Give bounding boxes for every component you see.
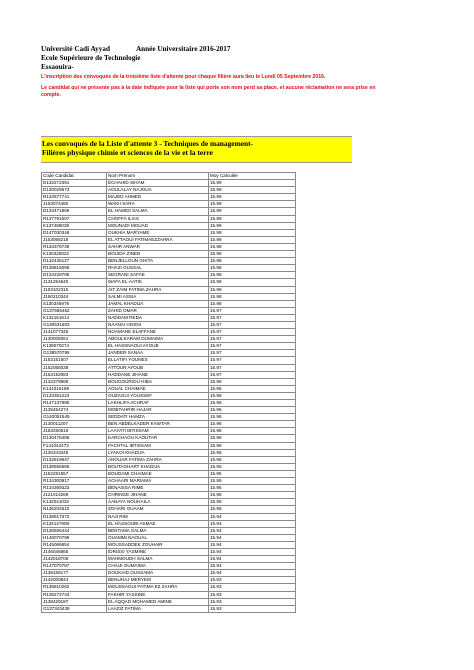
school-name: Ecole Supérieure de Technologie [41, 54, 141, 62]
cell-code: K142041032 [42, 499, 107, 506]
cell-name: BENJELLOUN GHITA [107, 258, 209, 265]
cell-code: D136555444 [42, 527, 107, 534]
cell-code: J153152083 [42, 371, 107, 378]
cell-average: 15.96 [209, 378, 296, 385]
cell-average: 15.98 [209, 293, 296, 300]
cell-code: J142018706 [42, 556, 107, 563]
cell-code: J131254640 [42, 279, 107, 286]
cell-average: 15.96 [209, 442, 296, 449]
banner-line-1: Les convoqués de la Liste d'attente 3 - Techniques de management- [42, 139, 254, 148]
cell-name: ATTOUR AYOUB [107, 364, 209, 371]
table-row [42, 485, 296, 492]
cell-code: D130478486 [42, 435, 107, 442]
cell-name: NAJI RIM [107, 513, 209, 520]
cell-code: D138917372 [42, 513, 107, 520]
cell-average: 15.95 [209, 485, 296, 492]
cell-code: J130011207 [42, 421, 107, 428]
cell-code: J130005061 [42, 336, 107, 343]
table-row [42, 556, 296, 563]
table-row [42, 201, 296, 208]
cell-code: J146046865 [42, 548, 107, 555]
cell-name: MOBTAHRIR HAJAR [107, 407, 209, 414]
cell-name: BOUTAGHART KHADIJA [107, 463, 209, 470]
cell-average: 15.97 [209, 307, 296, 314]
academic-year: Année Universitaire 2016-2017 [135, 45, 231, 53]
table-row [42, 215, 296, 222]
cell-average: 15.98 [209, 279, 296, 286]
cell-average: 15.98 [209, 243, 296, 250]
table-row [42, 506, 296, 513]
cell-code: J152281557 [42, 470, 107, 477]
cell-average: 15.99 [209, 222, 296, 229]
cell-name: SALMI ASSIA [107, 293, 209, 300]
cell-code: R134577741 [42, 194, 107, 201]
cell-name: MAJED AHMED [107, 194, 209, 201]
cell-code: D134228785 [42, 272, 107, 279]
table-row [42, 442, 296, 449]
cell-code: G137555462 [42, 307, 107, 314]
table-row [42, 378, 296, 385]
cell-code: D147030346 [42, 229, 107, 236]
cell-average: 15.97 [209, 357, 296, 364]
cell-average: 15.99 [209, 201, 296, 208]
table-row [42, 272, 296, 279]
cell-average: 15.95 [209, 470, 296, 477]
header-average: Moy Calculée [209, 173, 296, 180]
cell-average: 15.93 [209, 605, 296, 612]
cell-name: NAANAI HOSNI [107, 321, 209, 328]
cell-average: 15.96 [209, 400, 296, 407]
cell-code: J138158177 [42, 570, 107, 577]
table-row [42, 279, 296, 286]
cell-name: ACHAARI MARIAMA [107, 478, 209, 485]
cell-average: 15.95 [209, 478, 296, 485]
cell-code: J130343345 [42, 449, 107, 456]
cell-code: K139070274 [42, 343, 107, 350]
cell-code: D132435127 [42, 258, 107, 265]
table-row [42, 187, 296, 194]
cell-name: LAAYATI IBTISSAM [107, 428, 209, 435]
table-row [42, 591, 296, 598]
cell-code: D132519647 [42, 456, 107, 463]
table-row [42, 251, 296, 258]
table-row [42, 463, 296, 470]
table-row [42, 286, 296, 293]
table-row [42, 208, 296, 215]
table-row [42, 435, 296, 442]
cell-code: J141077345 [42, 329, 107, 336]
cell-name: HADDANE JIHANE [107, 371, 209, 378]
cell-name: BENAISSA RIME [107, 485, 209, 492]
table-row [42, 570, 296, 577]
cell-code: R139272733 [42, 591, 107, 598]
table-row [42, 605, 296, 612]
cell-average: 15.95 [209, 499, 296, 506]
cell-name: ELLATIFI YOUNES [107, 357, 209, 364]
cell-code: J152055038 [42, 364, 107, 371]
cell-code: D138556686 [42, 463, 107, 470]
cell-name: AOUAL CHAIMAE [107, 385, 209, 392]
cell-average: 15.93 [209, 591, 296, 598]
table-row [42, 222, 296, 229]
cell-code: J150210344 [42, 293, 107, 300]
cell-average: 15.99 [209, 215, 296, 222]
cell-average: 15.96 [209, 421, 296, 428]
cell-name: AIT ZAIM FATIMA ZAHRA [107, 286, 209, 293]
cell-average: 15.94 [209, 556, 296, 563]
cell-average: 15.97 [209, 343, 296, 350]
cell-code: J153151507 [42, 357, 107, 364]
header-line-1 [41, 45, 441, 54]
cell-code: H146070796 [42, 534, 107, 541]
table-row [42, 527, 296, 534]
cell-average: 15.93 [209, 598, 296, 605]
cell-average: 15.95 [209, 449, 296, 456]
notice-line-1: L'inscription des convoqués de la troisième liste d'attente pour chaque filière aura lieu le Lundi 05 Septembre 2016. [41, 74, 326, 80]
cell-code: R134300917 [42, 478, 107, 485]
cell-name: JANDER SANAA [107, 350, 209, 357]
table-row [42, 534, 296, 541]
cell-average: 15.98 [209, 258, 296, 265]
cell-average: 15.98 [209, 265, 296, 272]
table-row [42, 307, 296, 314]
cell-name: BOUIDA ZINEB [107, 251, 209, 258]
cell-average: 15.97 [209, 321, 296, 328]
cell-code: R145066854 [42, 541, 107, 548]
table-row [42, 350, 296, 357]
table-row [42, 229, 296, 236]
table-row [42, 392, 296, 399]
cell-name: FACHTAL IBTISSAM [107, 442, 209, 449]
cell-average: 15.96 [209, 385, 296, 392]
cell-name: BOUGOURIOU HIBA [107, 378, 209, 385]
cell-name: DOUKAID OUSSAMA [107, 570, 209, 577]
cell-name: EL HAMIDI SALMA [107, 208, 209, 215]
cell-code: K137488039 [42, 222, 107, 229]
cell-average: 15.98 [209, 272, 296, 279]
table-row [42, 300, 296, 307]
table-row [42, 577, 296, 584]
cell-name: MOUNADI MOUAD [107, 222, 209, 229]
cell-name: SEGRANI SAFAE [107, 272, 209, 279]
cell-name: ZAHID OMAR [107, 307, 209, 314]
table-row [42, 236, 296, 243]
cell-average: 15.99 [209, 187, 296, 194]
cell-code: J153066218 [42, 236, 107, 243]
cell-code: G130531603 [42, 321, 107, 328]
table-row [42, 520, 296, 527]
cell-average: 15.97 [209, 336, 296, 343]
table-row [42, 371, 296, 378]
cell-name: RHAZI OUSSAL [107, 265, 209, 272]
cell-average: 15.97 [209, 314, 296, 321]
cell-average: 15.95 [209, 463, 296, 470]
cell-code: R134369323 [42, 485, 107, 492]
document-header [41, 45, 441, 72]
table-row [42, 180, 296, 187]
table-row [42, 400, 296, 407]
table-body [42, 180, 296, 613]
cell-average: 15.98 [209, 251, 296, 258]
cell-name: EL HASSOUBI ASMAE [107, 520, 209, 527]
cell-name: OUKHIA MARYAME [107, 229, 209, 236]
cell-code: D133351223 [42, 392, 107, 399]
cell-average: 15.96 [209, 392, 296, 399]
cell-code: D132272391 [42, 180, 107, 187]
table-row [42, 548, 296, 555]
table-row [42, 414, 296, 421]
cell-average: 15.94 [209, 534, 296, 541]
cell-average: 15.96 [209, 428, 296, 435]
cell-code: J142000844 [42, 577, 107, 584]
cell-name: EL ATTAOUI FATIMAEZZAHRA [107, 236, 209, 243]
cell-name: BEN ABDELKADER KAWTAR [107, 421, 209, 428]
table-row [42, 499, 296, 506]
table-row [42, 293, 296, 300]
cell-name: IDRISSI YASMINE [107, 548, 209, 555]
table-row [42, 243, 296, 250]
table-row [42, 563, 296, 570]
table-row [42, 421, 296, 428]
table-row [42, 385, 296, 392]
table-header-row [42, 173, 296, 180]
cell-average: 15.94 [209, 563, 296, 570]
table-row [42, 357, 296, 364]
cell-code: D134471869 [42, 208, 107, 215]
table-row [42, 598, 296, 605]
cell-name: BENUHAJ MERYEM [107, 577, 209, 584]
cell-name: OUZAGUI YOUSSEF [107, 392, 209, 399]
cell-code: D130029673 [42, 187, 107, 194]
cell-average: 15.94 [209, 570, 296, 577]
cell-name: MOUSSAOUI FATIMA EZ ZAHRA [107, 584, 209, 591]
cell-average: 15.97 [209, 371, 296, 378]
cell-name: LAKHLIFA ACHRAF [107, 400, 209, 407]
table-row [42, 478, 296, 485]
cell-average: 15.97 [209, 329, 296, 336]
cell-name: ECHAHID SIHAM [107, 180, 209, 187]
cell-code: G138570795 [42, 350, 107, 357]
cell-average: 15.97 [209, 350, 296, 357]
table-row [42, 364, 296, 371]
cell-name: SAHIR ANWAR [107, 243, 209, 250]
cell-name: BOUDAMI CHAIMAE [107, 470, 209, 477]
cell-code: J138429187 [42, 598, 107, 605]
cell-average: 15.93 [209, 577, 296, 584]
table-row [42, 265, 296, 272]
cell-name: BENTAMA SALMA [107, 527, 209, 534]
cell-name: CHAIJI OUMAIMA [107, 563, 209, 570]
cell-name: OUAMMI NAOUAL [107, 534, 209, 541]
table-row [42, 541, 296, 548]
cell-name: JAMAL KHADIJA [107, 300, 209, 307]
cell-code: J153074480 [42, 201, 107, 208]
banner-line-2: Filières physique chimie et sciences de la vie et la terre [42, 148, 213, 157]
cell-average: 15.94 [209, 520, 296, 527]
table-row [42, 492, 296, 499]
cell-name: NOAMANE ELAFFANE [107, 329, 209, 336]
cell-code: R137791507 [42, 215, 107, 222]
cell-average: 15.96 [209, 414, 296, 421]
cell-code: J153250616 [42, 428, 107, 435]
cell-average: 15.99 [209, 194, 296, 201]
cell-average: 15.95 [209, 492, 296, 499]
cell-average: 15.98 [209, 286, 296, 293]
table-row [42, 194, 296, 201]
table-row [42, 321, 296, 328]
cell-code: K134147808 [42, 520, 107, 527]
cell-code: S130346978 [42, 300, 107, 307]
cell-average: 15.95 [209, 456, 296, 463]
cell-average: 15.96 [209, 435, 296, 442]
cell-code: J132379988 [42, 378, 107, 385]
cell-code: R139810262 [42, 584, 107, 591]
cell-average: 15.94 [209, 527, 296, 534]
table-row [42, 258, 296, 265]
city-name: Essaouira- [41, 63, 74, 71]
cell-code: R147137990 [42, 400, 107, 407]
cell-name: CHRINGE JIHANE [107, 492, 209, 499]
table-row [42, 428, 296, 435]
cell-name: MAHMOUDH SALMA [107, 556, 209, 563]
cell-name: AANAYA NOUHAILA [107, 499, 209, 506]
cell-name: LYAKOI KHADIJA [107, 449, 209, 456]
cell-average: 15.97 [209, 364, 296, 371]
cell-name: AOULALAY NAJOUA [107, 187, 209, 194]
cell-code: K130325022 [42, 251, 107, 258]
cell-name: CHOFFA ILIAS [107, 215, 209, 222]
cell-average: 15.99 [209, 236, 296, 243]
cell-average: 15.99 [209, 180, 296, 187]
cell-average: 15.99 [209, 229, 296, 236]
cell-code: R147070787 [42, 563, 107, 570]
cell-code: J121014269 [42, 492, 107, 499]
cell-name: NADDAM REDA [107, 314, 209, 321]
table-row [42, 470, 296, 477]
cell-code: G137343438 [42, 605, 107, 612]
registration-notice [41, 74, 381, 103]
cell-name: WAFA EL-AATIK [107, 279, 209, 286]
table-row [42, 329, 296, 336]
cell-code: K141015189 [42, 385, 107, 392]
cell-average: 15.94 [209, 541, 296, 548]
cell-average: 15.94 [209, 513, 296, 520]
cell-average: 15.95 [209, 506, 296, 513]
cell-code: F141042473 [42, 442, 107, 449]
notice-line-2: Le candidat qui ne présente pas à la date indiquée pour la liste qui porte son nom perd sa place, et aucune réclamation ne sera prise en compte. [41, 85, 376, 98]
table-row [42, 513, 296, 520]
cell-code: K132151614 [42, 314, 107, 321]
table-row [42, 336, 296, 343]
table-row [42, 407, 296, 414]
cell-code: J153102315 [42, 286, 107, 293]
cell-code: J135454274 [42, 407, 107, 414]
list-title-banner [41, 136, 352, 163]
cell-name: FAKHIR YASSINE [107, 591, 209, 598]
table-row [42, 584, 296, 591]
cell-average: 15.98 [209, 300, 296, 307]
cell-average: 15.96 [209, 407, 296, 414]
cell-name: WAKII SARA [107, 201, 209, 208]
cell-name: LAAZIZ FATIMA [107, 605, 209, 612]
candidates-table [41, 172, 296, 613]
table-row [42, 314, 296, 321]
table-row [42, 343, 296, 350]
cell-name: EL HASSNAOUI AYOUB [107, 343, 209, 350]
cell-name: ABOULKARAM OUMAIMA [107, 336, 209, 343]
cell-code: R138816095 [42, 265, 107, 272]
cell-name: ANOUAR FATIMA ZAHRA [107, 456, 209, 463]
cell-name: KARCHAOU KAOUTAR [107, 435, 209, 442]
university-name: Université Cadi Ayyad [41, 45, 110, 53]
cell-average: 15.99 [209, 208, 296, 215]
cell-name: ZGHARI OUAAM [107, 506, 209, 513]
header-name: Nom Prénom [107, 173, 209, 180]
header-code: Code Candidat [42, 173, 107, 180]
cell-average: 15.94 [209, 548, 296, 555]
cell-code: R134376739 [42, 243, 107, 250]
cell-name: EL AQQAD MOHAMED AMINE [107, 598, 209, 605]
cell-code: N136202610 [42, 506, 107, 513]
cell-name: MOUSSADDEK ZOUHAIR [107, 541, 209, 548]
cell-code: G140051545 [42, 414, 107, 421]
table-row [42, 449, 296, 456]
cell-name: SEDDATI HAMZA [107, 414, 209, 421]
table-row [42, 456, 296, 463]
cell-average: 15.93 [209, 584, 296, 591]
